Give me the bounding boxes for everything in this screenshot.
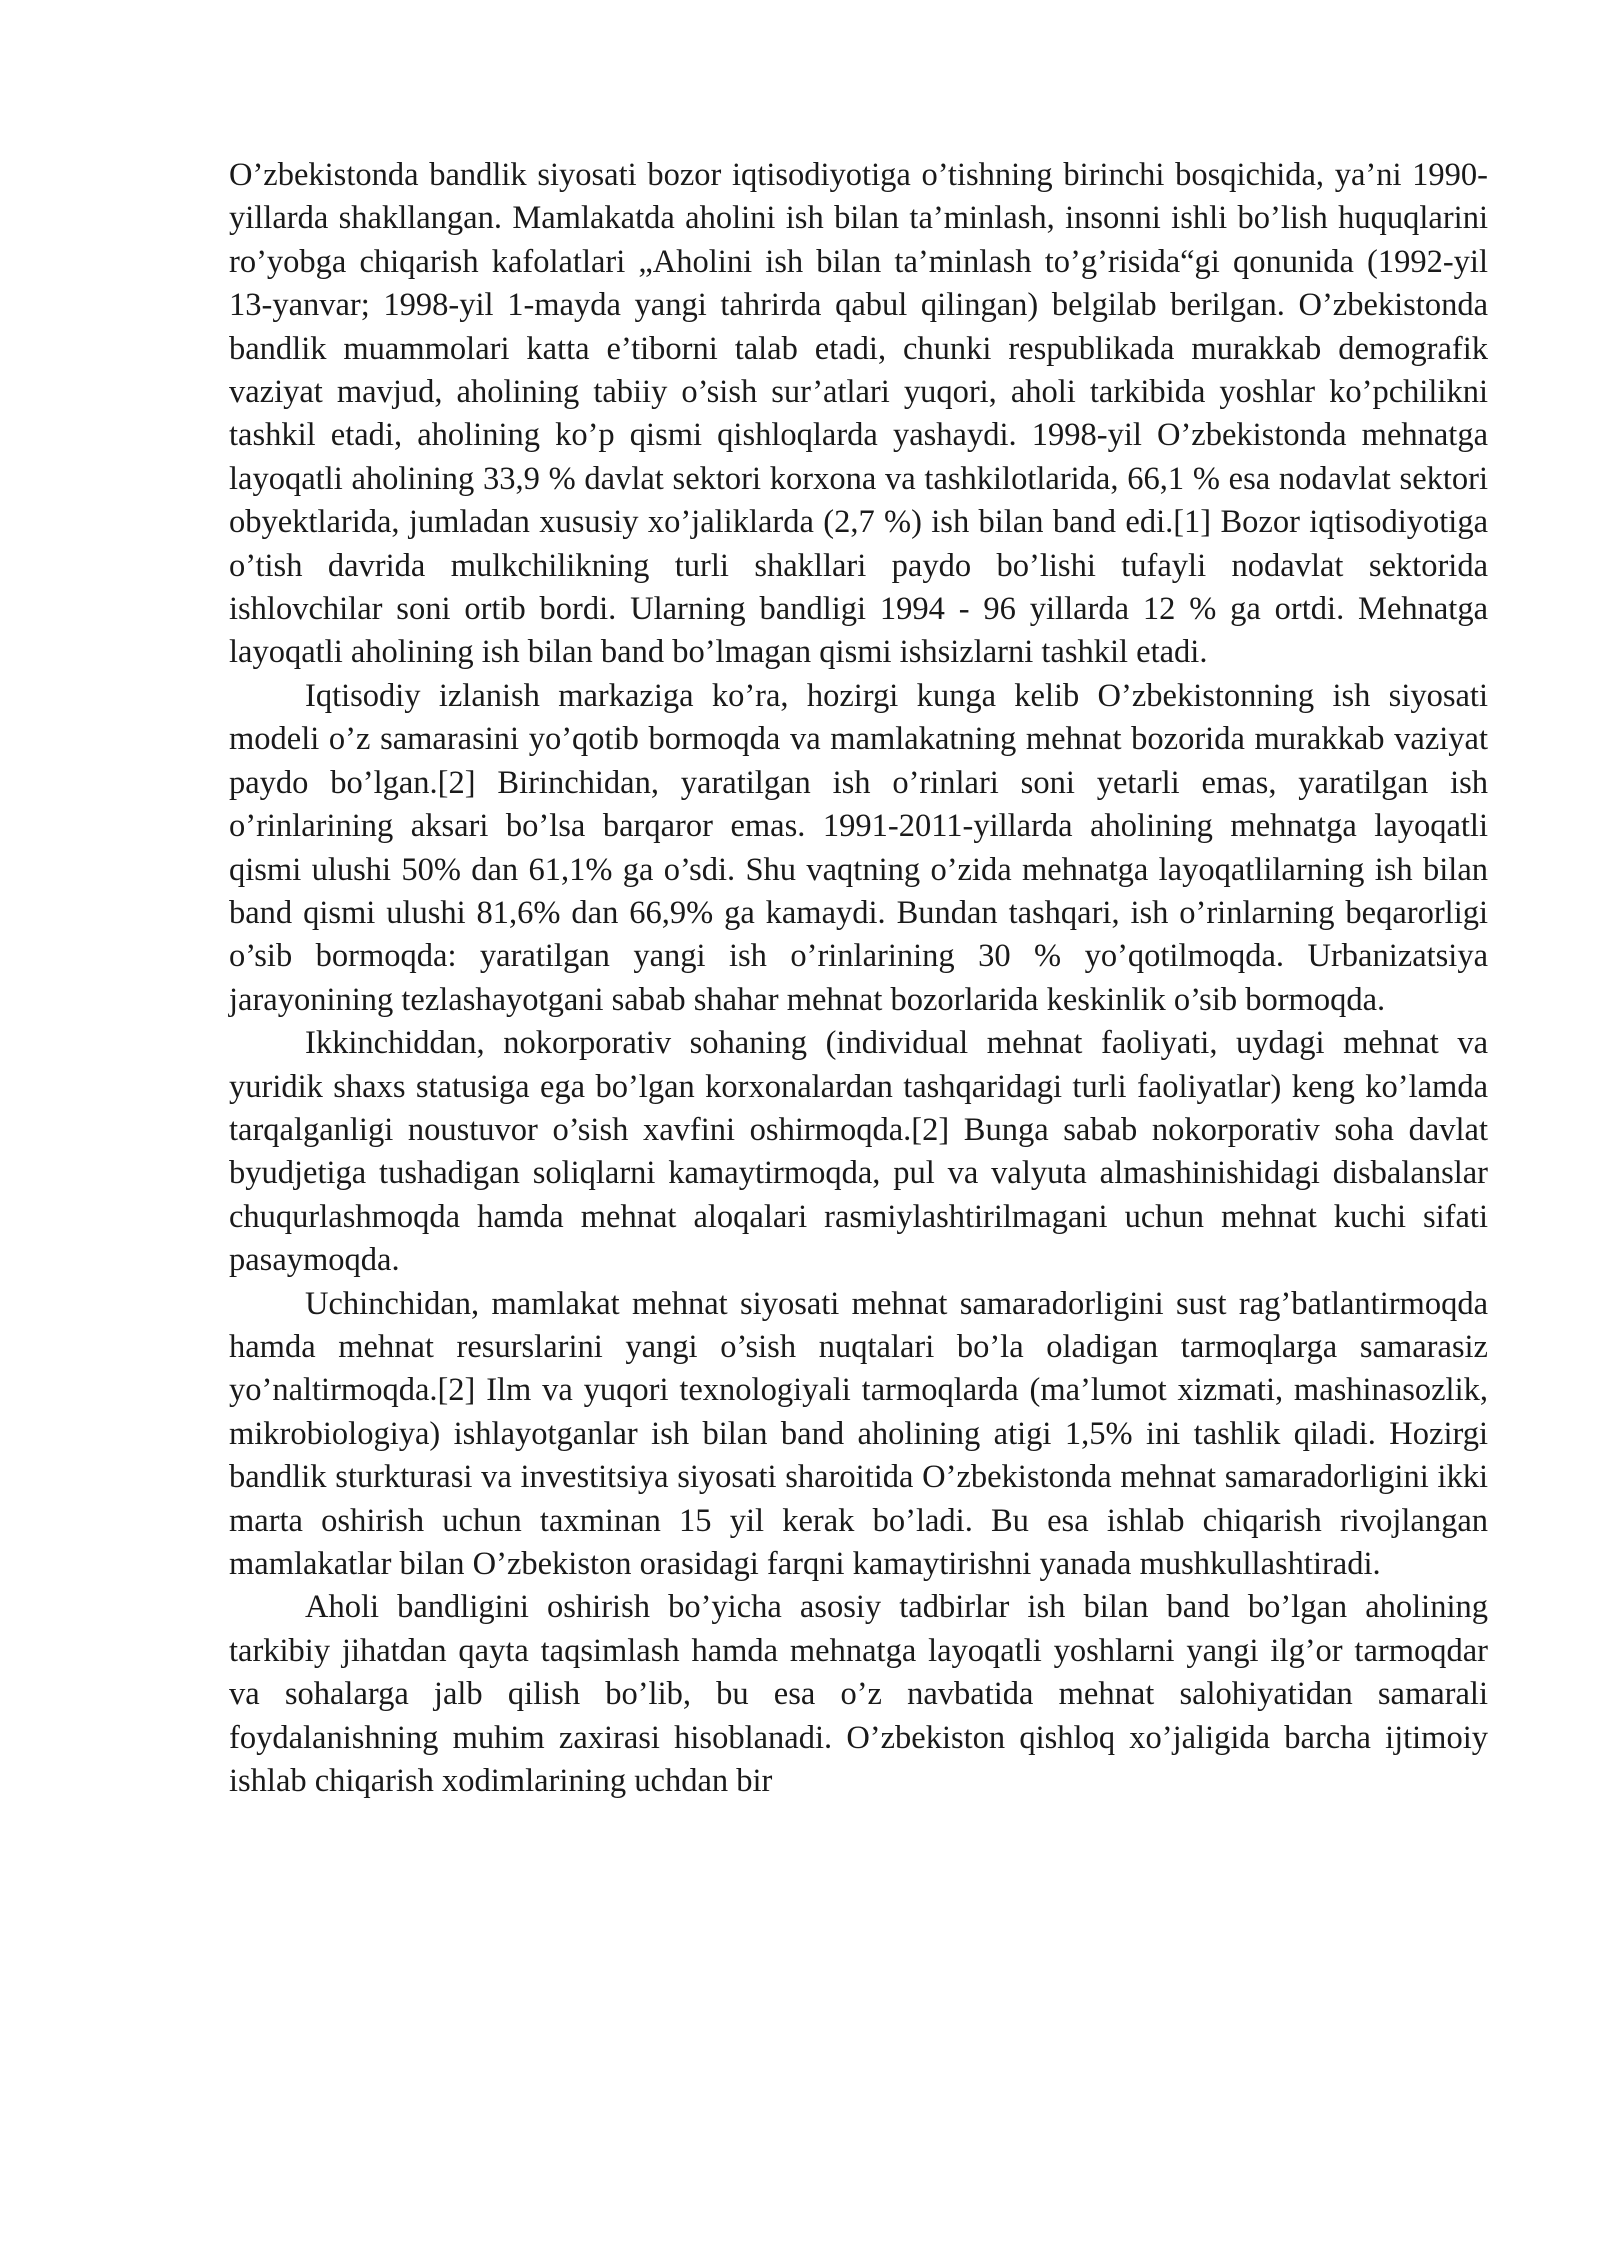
paragraph-2: Iqtisodiy izlanish markaziga ko’ra, hozirgi kunga kelib O’zbekistonning ish siyosati modeli o’z samarasini yo’qotib bormoqda va mamlakatning mehnat bozorida murakkab vaziyat paydo bo’lgan.[2] Birinchidan, yaratilgan ish o’rinlari soni yetarli emas, yaratilgan ish o’rinlarining aksari bo’lsa barqaror emas. 1991-2011-yillarda aholining mehnatga layoqatli qismi ulushi 50% dan 61,1% ga o’sdi. Shu vaqtning o’zida mehnatga layoqatlilarning ish bilan band qismi ulushi 81,6% dan 66,9% ga kamaydi. Bundan tashqari, ish o’rinlarning beqarorligi o’sib bormoqda: yaratilgan yangi ish o’rinlarining 30 % yo’qotilmoqda. Urbanizatsiya jarayonining tezlashayotgani sabab shahar mehnat bozorlarida keskinlik o’sib bormoqda. — [229, 677, 1488, 1018]
paragraph-5: Aholi bandligini oshirish bo’yicha asosiy tadbirlar ish bilan band bo’lgan aholining tarkibiy jihatdan qayta taqsimlash hamda mehnatga layoqatli yoshlarni yangi ilg’or tarmoqdar va sohalarga jalb qilish bo’lib, bu esa o’z navbatida mehnat salohiyatidan samarali foydalanishning muhim zaxirasi hisoblanadi. O’zbekiston qishloq xo’jaligida barcha ijtimoiy ishlab chiqarish xodimlarining uchdan bir — [229, 1589, 1488, 1800]
paragraph-1: O’zbekistonda bandlik siyosati bozor iqtisodiyotiga o’tishning birinchi bosqichida, ya’ni 1990-yillarda shakllangan. Mamlakatda aholini ish bilan ta’minlash, insonni ishli bo’lish huquqlarini ro’yobga chiqarish kafolatlari „Aholini ish bilan ta’minlash to’g’risida“gi qonunida (1992-yil 13-yanvar; 1998-yil 1-mayda yangi tahrirda qabul qilingan) belgilab berilgan. O’zbekistonda bandlik muammolari katta e’tiborni talab etadi, chunki respublikada murakkab demografik vaziyat mavjud, aholining tabiiy o’sish sur’atlari yuqori, aholi tarkibida yoshlar ko’pchilikni tashkil etadi, aholining ko’p qismi qishloqlarda yashaydi. 1998-yil O’zbekistonda mehnatga layoqatli aholining 33,9 % davlat sektori korxona va tashkilotlarida, 66,1 % esa nodavlat sektori obyektlarida, jumladan xususiy xo’jaliklarda (2,7 %) ish bilan band edi.[1] Bozor iqtisodiyotiga o’tish davrida mulkchilikning turli shakllari paydo bo’lishi tufayli nodavlat sektorida ishlovchilar soni ortib bordi. Ularning bandligi 1994 - 96 yillarda 12 % ga ortdi. Mehnatga layoqatli aholining ish bilan band bo’lmagan qismi ishsizlarni tashkil etadi. — [229, 157, 1488, 671]
document-page — [229, 154, 1488, 1803]
paragraph-4: Uchinchidan, mamlakat mehnat siyosati mehnat samaradorligini sust rag’batlantirmoqda hamda mehnat resurslarini yangi o’sish nuqtalari bo’la oladigan tarmoqlarga samarasiz yo’naltirmoqda.[2] Ilm va yuqori texnologiyali tarmoqlarda (ma’lumot xizmati, mashinasozlik, mikrobiologiya) ishlayotganlar ish bilan band aholining atigi 1,5% ini tashlik qiladi. Hozirgi bandlik sturkturasi va investitsiya siyosati sharoitida O’zbekistonda mehnat samaradorligini ikki marta oshirish uchun taxminan 15 yil kerak bo’ladi. Bu esa ishlab chiqarish rivojlangan mamlakatlar bilan O’zbekiston orasidagi farqni kamaytirishni yanada mushkullashtiradi. — [229, 1285, 1488, 1582]
paragraph-3: Ikkinchiddan, nokorporativ sohaning (individual mehnat faoliyati, uydagi mehnat va yuridik shaxs statusiga ega bo’lgan korxonalardan tashqaridagi turli faoliyatlar) keng ko’lamda tarqalganligi noustuvor o’sish xavfini oshirmoqda.[2] Bunga sabab nokorporativ soha davlat byudjetiga tushadigan soliqlarni kamaytirmoqda, pul va valyuta almashinishidagi disbalanslar chuqurlashmoqda hamda mehnat aloqalari rasmiylashtirilmagani uchun mehnat kuchi sifati pasaymoqda. — [229, 1025, 1488, 1279]
